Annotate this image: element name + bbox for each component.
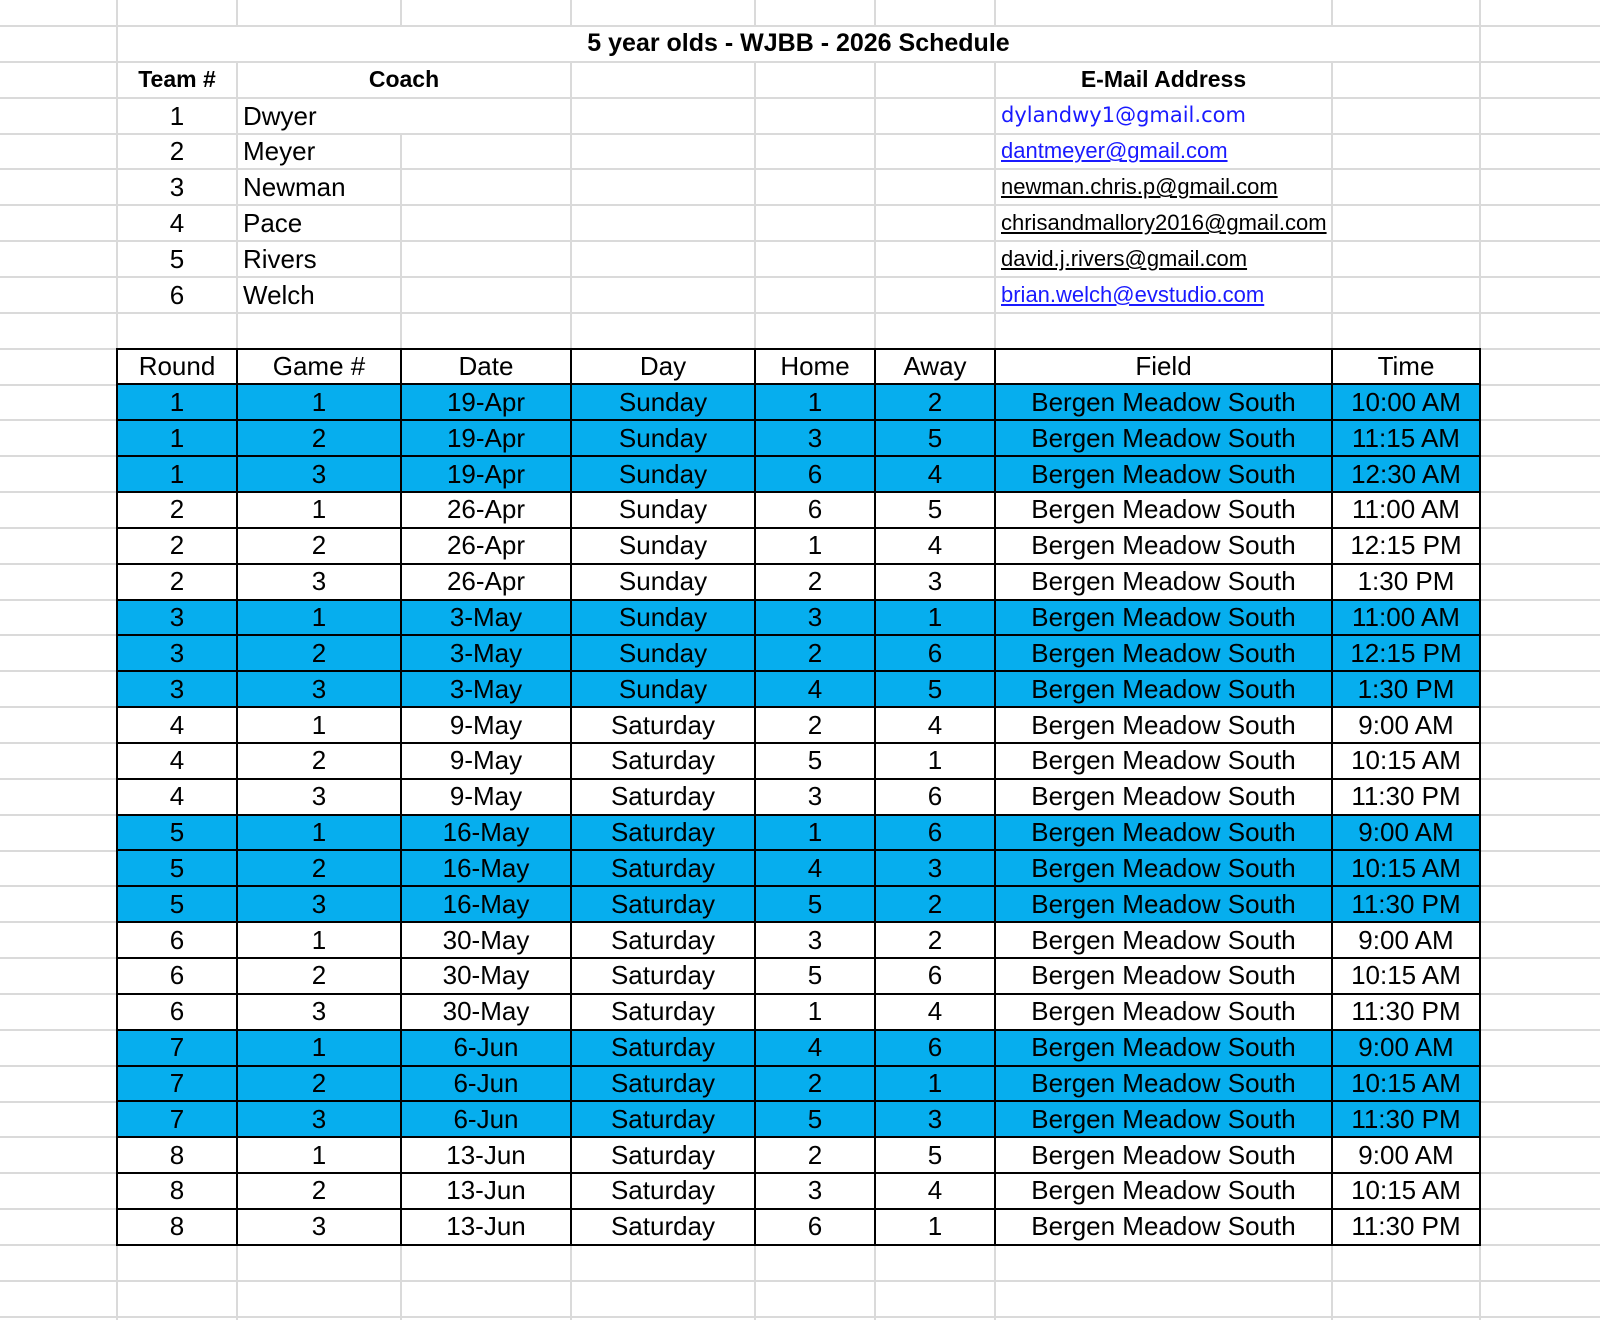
cell-field[interactable]: Bergen Meadow South <box>996 385 1333 421</box>
column-header-field[interactable]: Field <box>996 350 1333 386</box>
cell-home[interactable]: 2 <box>756 565 876 601</box>
coach-name[interactable]: Dwyer <box>238 99 570 133</box>
gridline-horizontal <box>0 1280 1600 1282</box>
cell-away[interactable]: 3 <box>876 565 996 601</box>
cell-away[interactable]: 2 <box>876 385 996 421</box>
cell-field[interactable]: Bergen Meadow South <box>996 816 1333 852</box>
cell-date[interactable]: 13-Jun <box>402 1210 572 1246</box>
cell-field[interactable]: Bergen Meadow South <box>996 959 1333 995</box>
email-cell <box>996 242 1331 276</box>
cell-round[interactable]: 4 <box>118 708 238 744</box>
cell-time[interactable]: 11:30 PM <box>1333 1210 1481 1246</box>
sheet-title[interactable]: 5 year olds - WJBB - 2026 Schedule <box>118 27 1479 61</box>
cell-date[interactable]: 6-Jun <box>402 1067 572 1103</box>
cell-field[interactable]: Bergen Meadow South <box>996 1067 1333 1103</box>
column-header-home[interactable]: Home <box>756 350 876 386</box>
cell-time[interactable]: 11:00 AM <box>1333 601 1481 637</box>
cell-field[interactable]: Bergen Meadow South <box>996 601 1333 637</box>
cell-away[interactable]: 3 <box>876 851 996 887</box>
cell-date[interactable]: 3-May <box>402 672 572 708</box>
cell-game-number[interactable]: 1 <box>238 601 402 637</box>
cell-field[interactable]: Bergen Meadow South <box>996 1210 1333 1246</box>
cell-field[interactable]: Bergen Meadow South <box>996 1138 1333 1174</box>
cell-day[interactable]: Sunday <box>572 385 756 421</box>
cell-day[interactable]: Saturday <box>572 1067 756 1103</box>
cell-round[interactable]: 2 <box>118 529 238 565</box>
cell-home[interactable]: 1 <box>756 529 876 565</box>
cell-away[interactable]: 1 <box>876 744 996 780</box>
cell-round[interactable]: 2 <box>118 493 238 529</box>
schedule-table <box>116 348 1481 1246</box>
column-header-day[interactable]: Day <box>572 350 756 386</box>
column-header-game-number[interactable]: Game # <box>238 350 402 386</box>
cell-day[interactable]: Saturday <box>572 995 756 1031</box>
coach-name[interactable]: Rivers <box>238 242 400 276</box>
cell-away[interactable]: 5 <box>876 672 996 708</box>
cell-home[interactable]: 3 <box>756 923 876 959</box>
cell-round[interactable]: 6 <box>118 959 238 995</box>
cell-away[interactable]: 3 <box>876 1102 996 1138</box>
cell-day[interactable]: Saturday <box>572 1102 756 1138</box>
cell-day[interactable]: Sunday <box>572 421 756 457</box>
cell-game-number[interactable]: 2 <box>238 959 402 995</box>
cell-day[interactable]: Sunday <box>572 672 756 708</box>
cell-time[interactable]: 11:30 PM <box>1333 1102 1481 1138</box>
cell-home[interactable]: 1 <box>756 816 876 852</box>
email-link[interactable]: chrisandmallory2016@gmail.com <box>1001 210 1327 236</box>
email-cell <box>996 99 1331 133</box>
schedule-row <box>118 457 1481 493</box>
cell-date[interactable]: 13-Jun <box>402 1174 572 1210</box>
cell-time[interactable]: 1:30 PM <box>1333 565 1481 601</box>
cell-away[interactable]: 6 <box>876 636 996 672</box>
schedule-row <box>118 1138 1481 1174</box>
cell-date[interactable]: 30-May <box>402 923 572 959</box>
schedule-row <box>118 421 1481 457</box>
cell-day[interactable]: Sunday <box>572 636 756 672</box>
cell-date[interactable]: 30-May <box>402 995 572 1031</box>
cell-round[interactable]: 6 <box>118 923 238 959</box>
cell-away[interactable]: 6 <box>876 1031 996 1067</box>
cell-date[interactable]: 16-May <box>402 816 572 852</box>
cell-date[interactable]: 3-May <box>402 636 572 672</box>
cell-round[interactable]: 3 <box>118 601 238 637</box>
cell-field[interactable]: Bergen Meadow South <box>996 1031 1333 1067</box>
cell-date[interactable]: 19-Apr <box>402 385 572 421</box>
cell-game-number[interactable]: 2 <box>238 1067 402 1103</box>
cell-field[interactable]: Bergen Meadow South <box>996 529 1333 565</box>
schedule-row <box>118 708 1481 744</box>
cell-home[interactable]: 2 <box>756 1067 876 1103</box>
cell-away[interactable]: 1 <box>876 601 996 637</box>
cell-away[interactable]: 4 <box>876 995 996 1031</box>
cell-home[interactable]: 2 <box>756 1138 876 1174</box>
coach-name[interactable]: Pace <box>238 206 400 240</box>
cell-day[interactable]: Saturday <box>572 708 756 744</box>
cell-away[interactable]: 1 <box>876 1210 996 1246</box>
cell-field[interactable]: Bergen Meadow South <box>996 457 1333 493</box>
cell-date[interactable]: 6-Jun <box>402 1102 572 1138</box>
cell-day[interactable]: Saturday <box>572 1174 756 1210</box>
cell-day[interactable]: Saturday <box>572 1031 756 1067</box>
cell-game-number[interactable]: 3 <box>238 1210 402 1246</box>
cell-date[interactable]: 19-Apr <box>402 457 572 493</box>
cell-day[interactable]: Saturday <box>572 851 756 887</box>
cell-day[interactable]: Sunday <box>572 565 756 601</box>
cell-time[interactable]: 9:00 AM <box>1333 1138 1481 1174</box>
cell-home[interactable]: 3 <box>756 601 876 637</box>
cell-home[interactable]: 1 <box>756 995 876 1031</box>
cell-time[interactable]: 9:00 AM <box>1333 923 1481 959</box>
team-number[interactable]: 4 <box>118 206 236 240</box>
schedule-row <box>118 636 1481 672</box>
cell-away[interactable]: 4 <box>876 529 996 565</box>
cell-time[interactable]: 10:00 AM <box>1333 385 1481 421</box>
schedule-header-row <box>118 350 1481 386</box>
cell-away[interactable]: 2 <box>876 923 996 959</box>
cell-field[interactable]: Bergen Meadow South <box>996 780 1333 816</box>
coach-name[interactable]: Welch <box>238 278 400 312</box>
cell-away[interactable]: 4 <box>876 708 996 744</box>
cell-time[interactable]: 11:15 AM <box>1333 421 1481 457</box>
cell-round[interactable]: 5 <box>118 816 238 852</box>
cell-home[interactable]: 2 <box>756 708 876 744</box>
cell-day[interactable]: Saturday <box>572 1210 756 1246</box>
cell-date[interactable]: 9-May <box>402 708 572 744</box>
cell-field[interactable]: Bergen Meadow South <box>996 1174 1333 1210</box>
cell-round[interactable]: 6 <box>118 995 238 1031</box>
cell-game-number[interactable]: 1 <box>238 1138 402 1174</box>
cell-day[interactable]: Sunday <box>572 457 756 493</box>
column-header-date[interactable]: Date <box>402 350 572 386</box>
cell-date[interactable]: 26-Apr <box>402 493 572 529</box>
cell-day[interactable]: Saturday <box>572 923 756 959</box>
cell-home[interactable]: 2 <box>756 636 876 672</box>
cell-round[interactable]: 1 <box>118 385 238 421</box>
cell-game-number[interactable]: 2 <box>238 851 402 887</box>
email-header[interactable]: E-Mail Address <box>996 63 1331 97</box>
cell-round[interactable]: 5 <box>118 887 238 923</box>
cell-time[interactable]: 12:15 PM <box>1333 529 1481 565</box>
cell-field[interactable]: Bergen Meadow South <box>996 672 1333 708</box>
cell-round[interactable]: 3 <box>118 672 238 708</box>
cell-away[interactable]: 4 <box>876 1174 996 1210</box>
cell-date[interactable]: 26-Apr <box>402 529 572 565</box>
cell-field[interactable]: Bergen Meadow South <box>996 923 1333 959</box>
cell-time[interactable]: 12:30 AM <box>1333 457 1481 493</box>
cell-date[interactable]: 13-Jun <box>402 1138 572 1174</box>
cell-date[interactable]: 9-May <box>402 780 572 816</box>
team-number-header[interactable]: Team # <box>118 63 236 97</box>
cell-home[interactable]: 1 <box>756 385 876 421</box>
email-cell <box>996 135 1331 169</box>
schedule-row <box>118 744 1481 780</box>
schedule-row <box>118 1174 1481 1210</box>
cell-field[interactable]: Bergen Meadow South <box>996 995 1333 1031</box>
team-number[interactable]: 5 <box>118 242 236 276</box>
cell-game-number[interactable]: 1 <box>238 493 402 529</box>
column-header-round[interactable]: Round <box>118 350 238 386</box>
cell-time[interactable]: 10:15 AM <box>1333 851 1481 887</box>
cell-round[interactable]: 8 <box>118 1210 238 1246</box>
cell-date[interactable]: 19-Apr <box>402 421 572 457</box>
cell-game-number[interactable]: 3 <box>238 780 402 816</box>
cell-home[interactable]: 3 <box>756 780 876 816</box>
schedule-row <box>118 959 1481 995</box>
cell-game-number[interactable]: 3 <box>238 887 402 923</box>
cell-field[interactable]: Bergen Meadow South <box>996 851 1333 887</box>
cell-day[interactable]: Sunday <box>572 529 756 565</box>
schedule-row <box>118 995 1481 1031</box>
cell-time[interactable]: 11:00 AM <box>1333 493 1481 529</box>
cell-time[interactable]: 9:00 AM <box>1333 816 1481 852</box>
cell-round[interactable]: 8 <box>118 1138 238 1174</box>
cell-home[interactable]: 3 <box>756 421 876 457</box>
cell-time[interactable]: 1:30 PM <box>1333 672 1481 708</box>
cell-date[interactable]: 9-May <box>402 744 572 780</box>
gridline-horizontal <box>0 1316 1600 1318</box>
schedule-row <box>118 1210 1481 1246</box>
cell-away[interactable]: 6 <box>876 816 996 852</box>
cell-day[interactable]: Saturday <box>572 887 756 923</box>
cell-away[interactable]: 2 <box>876 887 996 923</box>
cell-field[interactable]: Bergen Meadow South <box>996 421 1333 457</box>
cell-time[interactable]: 9:00 AM <box>1333 708 1481 744</box>
cell-time[interactable]: 10:15 AM <box>1333 744 1481 780</box>
cell-home[interactable]: 4 <box>756 672 876 708</box>
email-link[interactable]: brian.welch@evstudio.com <box>1001 281 1265 307</box>
cell-time[interactable]: 12:15 PM <box>1333 636 1481 672</box>
cell-date[interactable]: 6-Jun <box>402 1031 572 1067</box>
cell-away[interactable]: 6 <box>876 780 996 816</box>
email-cell <box>996 206 1331 240</box>
cell-time[interactable]: 11:30 PM <box>1333 780 1481 816</box>
cell-round[interactable]: 3 <box>118 636 238 672</box>
cell-game-number[interactable]: 1 <box>238 923 402 959</box>
cell-game-number[interactable]: 1 <box>238 816 402 852</box>
cell-away[interactable]: 1 <box>876 1067 996 1103</box>
cell-day[interactable]: Saturday <box>572 780 756 816</box>
cell-field[interactable]: Bergen Meadow South <box>996 636 1333 672</box>
cell-field[interactable]: Bergen Meadow South <box>996 493 1333 529</box>
cell-day[interactable]: Sunday <box>572 601 756 637</box>
cell-home[interactable]: 4 <box>756 1031 876 1067</box>
cell-round[interactable]: 4 <box>118 744 238 780</box>
schedule-row <box>118 851 1481 887</box>
cell-home[interactable]: 5 <box>756 744 876 780</box>
schedule-row <box>118 1102 1481 1138</box>
cell-day[interactable]: Saturday <box>572 816 756 852</box>
cell-away[interactable]: 5 <box>876 1138 996 1174</box>
cell-round[interactable]: 7 <box>118 1067 238 1103</box>
cell-game-number[interactable]: 3 <box>238 1102 402 1138</box>
cell-home[interactable]: 6 <box>756 457 876 493</box>
email-link[interactable]: newman.chris.p@gmail.com <box>1001 174 1278 200</box>
cell-game-number[interactable]: 1 <box>238 1031 402 1067</box>
cell-field[interactable]: Bergen Meadow South <box>996 744 1333 780</box>
cell-date[interactable]: 30-May <box>402 959 572 995</box>
schedule-row <box>118 1031 1481 1067</box>
schedule-row <box>118 887 1481 923</box>
cell-time[interactable]: 11:30 PM <box>1333 887 1481 923</box>
cell-home[interactable]: 5 <box>756 1102 876 1138</box>
cell-time[interactable]: 10:15 AM <box>1333 959 1481 995</box>
cell-field[interactable]: Bergen Meadow South <box>996 887 1333 923</box>
cell-time[interactable]: 11:30 PM <box>1333 995 1481 1031</box>
cell-round[interactable]: 1 <box>118 457 238 493</box>
cell-date[interactable]: 16-May <box>402 887 572 923</box>
cell-home[interactable]: 3 <box>756 1174 876 1210</box>
cell-game-number[interactable]: 2 <box>238 529 402 565</box>
schedule-row <box>118 565 1481 601</box>
cell-round[interactable]: 2 <box>118 565 238 601</box>
cell-away[interactable]: 5 <box>876 421 996 457</box>
cell-field[interactable]: Bergen Meadow South <box>996 708 1333 744</box>
cell-home[interactable]: 6 <box>756 1210 876 1246</box>
cell-game-number[interactable]: 2 <box>238 636 402 672</box>
schedule-row <box>118 601 1481 637</box>
cell-round[interactable]: 4 <box>118 780 238 816</box>
cell-game-number[interactable]: 2 <box>238 744 402 780</box>
schedule-row <box>118 816 1481 852</box>
cell-home[interactable]: 6 <box>756 493 876 529</box>
cell-round[interactable]: 7 <box>118 1031 238 1067</box>
cell-game-number[interactable]: 3 <box>238 995 402 1031</box>
cell-field[interactable]: Bergen Meadow South <box>996 565 1333 601</box>
cell-date[interactable]: 3-May <box>402 601 572 637</box>
cell-game-number[interactable]: 3 <box>238 565 402 601</box>
cell-home[interactable]: 4 <box>756 851 876 887</box>
coach-header[interactable]: Coach <box>238 63 570 97</box>
cell-field[interactable]: Bergen Meadow South <box>996 1102 1333 1138</box>
email-link[interactable]: dantmeyer@gmail.com <box>1001 138 1228 164</box>
cell-game-number[interactable]: 2 <box>238 1174 402 1210</box>
cell-time[interactable]: 9:00 AM <box>1333 1031 1481 1067</box>
team-number[interactable]: 3 <box>118 170 236 204</box>
cell-round[interactable]: 5 <box>118 851 238 887</box>
schedule-row <box>118 493 1481 529</box>
schedule-row <box>118 529 1481 565</box>
cell-round[interactable]: 7 <box>118 1102 238 1138</box>
cell-day[interactable]: Sunday <box>572 493 756 529</box>
coach-name[interactable]: Newman <box>238 170 400 204</box>
cell-time[interactable]: 10:15 AM <box>1333 1174 1481 1210</box>
cell-day[interactable]: Saturday <box>572 959 756 995</box>
column-header-time[interactable]: Time <box>1333 350 1481 386</box>
cell-day[interactable]: Saturday <box>572 1138 756 1174</box>
email-cell <box>996 278 1331 312</box>
cell-game-number[interactable]: 3 <box>238 457 402 493</box>
column-header-away[interactable]: Away <box>876 350 996 386</box>
schedule-row <box>118 385 1481 421</box>
email-link[interactable]: david.j.rivers@gmail.com <box>1001 246 1248 272</box>
cell-day[interactable]: Saturday <box>572 744 756 780</box>
cell-home[interactable]: 5 <box>756 959 876 995</box>
email-cell <box>996 170 1331 204</box>
cell-time[interactable]: 10:15 AM <box>1333 1067 1481 1103</box>
team-number[interactable]: 6 <box>118 278 236 312</box>
cell-round[interactable]: 8 <box>118 1174 238 1210</box>
cell-away[interactable]: 6 <box>876 959 996 995</box>
cell-date[interactable]: 26-Apr <box>402 565 572 601</box>
gridline-horizontal <box>0 312 1600 314</box>
cell-away[interactable]: 4 <box>876 457 996 493</box>
cell-home[interactable]: 5 <box>756 887 876 923</box>
cell-game-number[interactable]: 3 <box>238 672 402 708</box>
cell-game-number[interactable]: 1 <box>238 385 402 421</box>
cell-round[interactable]: 1 <box>118 421 238 457</box>
cell-game-number[interactable]: 1 <box>238 708 402 744</box>
team-number[interactable]: 2 <box>118 135 236 169</box>
schedule-row <box>118 1067 1481 1103</box>
schedule-row <box>118 780 1481 816</box>
coach-name[interactable]: Meyer <box>238 135 400 169</box>
cell-away[interactable]: 5 <box>876 493 996 529</box>
cell-date[interactable]: 16-May <box>402 851 572 887</box>
cell-game-number[interactable]: 2 <box>238 421 402 457</box>
schedule-row <box>118 923 1481 959</box>
email-link[interactable]: dylandwy1@gmail.com <box>1001 103 1246 128</box>
team-number[interactable]: 1 <box>118 99 236 133</box>
schedule-row <box>118 672 1481 708</box>
